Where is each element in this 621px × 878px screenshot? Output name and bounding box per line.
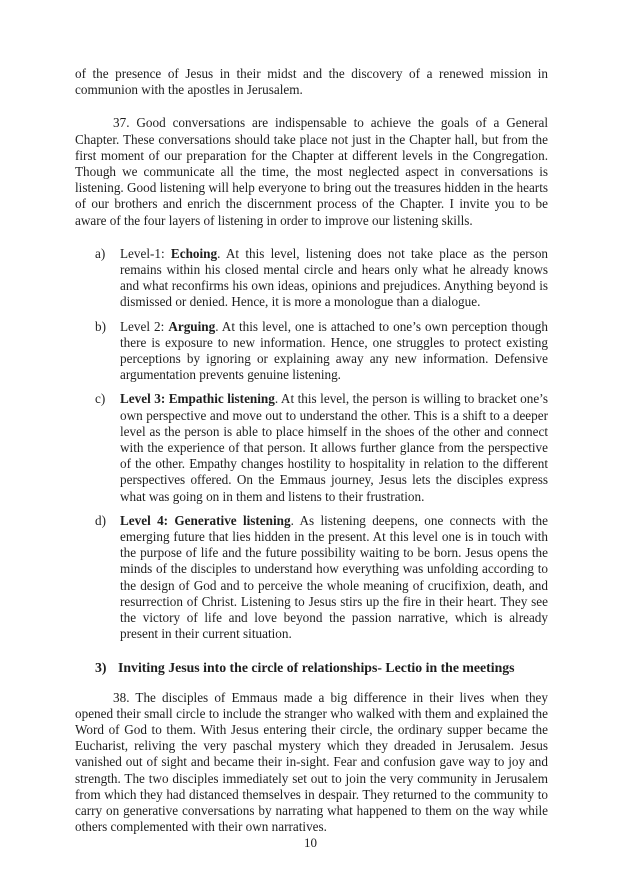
section-heading-text: Inviting Jesus into the circle of relationships- Lectio in the meetings bbox=[118, 659, 515, 675]
listening-levels-list bbox=[95, 246, 548, 643]
section-heading-marker: 3) bbox=[95, 659, 107, 675]
paragraph-intro: of the presence of Jesus in their midst and the discovery of a renewed mission in communion with the apostles in Jerusalem. bbox=[75, 66, 548, 98]
list-item-text bbox=[120, 246, 548, 311]
list-item-a bbox=[95, 246, 548, 311]
level-lead: Level-1: bbox=[120, 245, 171, 261]
list-item-c bbox=[95, 391, 548, 504]
list-item-text bbox=[120, 391, 548, 504]
paragraph-38: 38. The disciples of Emmaus made a big difference in their lives when they opened their small circle to include the stranger who walked with them and explained the Word of God to them. With Jesus entering their circle, the ordinary supper became the Eucharist, reliving the very paschal mystery which they dreaded in Jerusalem. Jesus vanished out of sight and became their in-sight. Fear and confusion gave way to joy and strength. The two disciples immediately set out to join the very community in Jerusalem from which they had distanced themselves in despair. They returned to the community to carry on generative conversations by narrating what happened to them on the way while others complemented with their own narratives. bbox=[75, 689, 548, 835]
list-item-d bbox=[95, 513, 548, 643]
list-item-marker: b) bbox=[95, 318, 106, 334]
list-item-text bbox=[120, 513, 548, 643]
level-body: . At this level, listening does not take place as the person remains within his closed mental circle and hears only what he already knows and what reconfirms his own ideas, opinions and prejudices. Anything beyond is dismissed or denied. Hence, it is more a monologue than a dialogue. bbox=[120, 245, 549, 310]
level-lead: Level 2: bbox=[120, 318, 169, 334]
level-body: . As listening deepens, one connects with the emerging future that lies hidden in the present. At this level one is in touch with the purpose of life and the future possibility waiting to be born. Jesus opens the minds of the disciples to understand how everything was unfolding according to the design of God and to perceive the whole meaning of crucifixion, death, and resurrection of Christ. Listening to Jesus stirs up the fire in their heart. They see the victory of life and love beyond the passion narrative, which is already present in their current situation. bbox=[120, 512, 548, 642]
level-term: Arguing bbox=[168, 318, 216, 334]
section-heading bbox=[95, 659, 548, 676]
list-item-text bbox=[120, 319, 548, 384]
list-item-marker: d) bbox=[95, 512, 106, 528]
list-item-marker: a) bbox=[95, 245, 106, 261]
page-number: 10 bbox=[304, 835, 317, 850]
level-term: Echoing bbox=[170, 245, 218, 261]
level-term: Level 4: Generative listening bbox=[120, 512, 291, 528]
text-column bbox=[75, 66, 548, 835]
level-body: . At this level, the person is willing to bracket one’s own perspective and move out to understand the other. This is a shift to a deeper level as the person is able to place himself in the shoes of the other and connect with the experience of that person. It allows further glance from the perspective of the other. Empathy changes hostility to hospitality in relation to the different perspectives offered. On the Emmaus journey, Jesus lets the disciples express what was going on in them and listens to their frustration. bbox=[120, 391, 548, 504]
paragraph-37: 37. Good conversations are indispensable to achieve the goals of a General Chapter. These conversations should take place not just in the Chapter hall, but from the first moment of our preparation for the Chapter at different levels in the Congregation. Though we communicate all the time, the most neglected aspect in conversations is listening. Good listening will help everyone to bring out the treasures hidden in the hearts of our brothers and enrich the discernment process of the Chapter. I invite you to be aware of the four layers of listening in order to improve our listening skills. bbox=[75, 115, 548, 228]
list-item-b bbox=[95, 319, 548, 384]
list-item-marker: c) bbox=[95, 391, 106, 407]
level-term: Level 3: Empathic listening bbox=[120, 391, 275, 407]
level-body: . At this level, one is attached to one’s own perception though there is exposure to new information. Hence, one struggles to protect existing perceptions by ignoring or explaining away any new information. Defensive argumentation prevents genuine listening. bbox=[120, 318, 548, 383]
